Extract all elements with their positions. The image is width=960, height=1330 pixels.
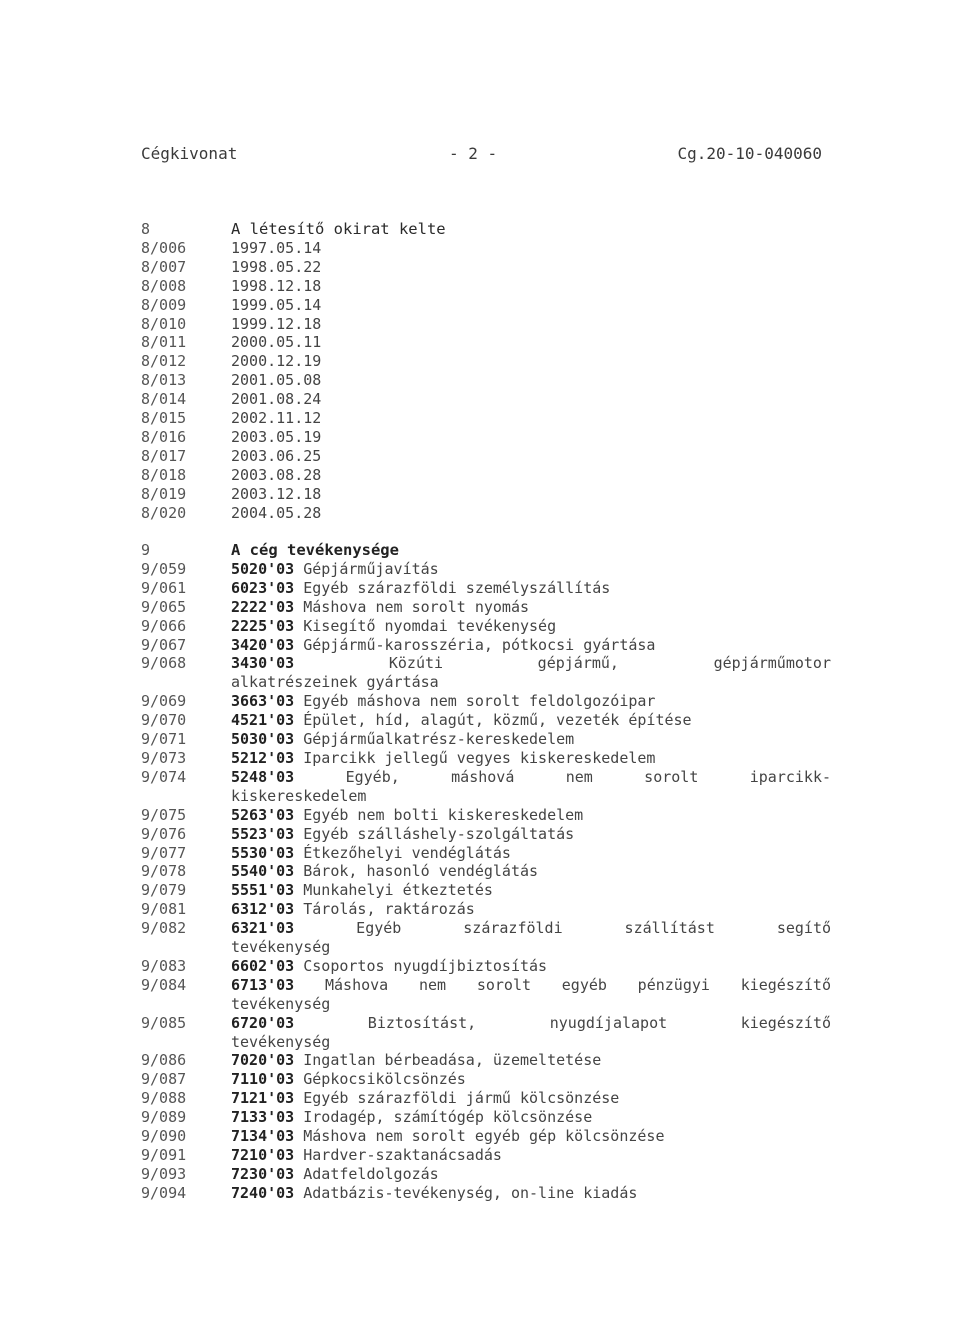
row-id: 9/081 bbox=[141, 900, 187, 919]
activity-entry bbox=[231, 1014, 831, 1033]
activity-code: 6602'03 bbox=[231, 956, 295, 975]
activity-description: Egyéb máshova nem sorolt feldolgozóipar bbox=[303, 692, 656, 711]
row-id: 8/011 bbox=[141, 333, 187, 352]
activity-row bbox=[141, 1089, 831, 1108]
row-id: 9/067 bbox=[141, 635, 187, 654]
activity-code: 5248'03 bbox=[231, 767, 295, 786]
activity-description-continued: tevékenység bbox=[231, 1032, 331, 1051]
activity-description: Kisegítő nyomdai tevékenység bbox=[303, 616, 557, 635]
activity-row bbox=[141, 654, 831, 673]
section-number: 9 bbox=[141, 541, 151, 559]
activity-description: Iparcikk jellegű vegyes kiskereskedelem bbox=[303, 748, 656, 767]
activity-row bbox=[141, 1108, 831, 1127]
row-id: 9/076 bbox=[141, 824, 187, 843]
activity-description: Gépkocsikölcsönzés bbox=[303, 1070, 466, 1089]
row-id: 9/078 bbox=[141, 862, 187, 881]
activity-entry bbox=[231, 1089, 831, 1108]
date-row bbox=[141, 277, 831, 296]
row-id: 9/094 bbox=[141, 1183, 187, 1202]
activity-entry bbox=[231, 844, 831, 863]
activity-entry bbox=[231, 1165, 831, 1184]
activity-row bbox=[141, 825, 831, 844]
activity-code: 7134'03 bbox=[231, 1127, 295, 1146]
activity-code: 2225'03 bbox=[231, 616, 295, 635]
row-id: 9/073 bbox=[141, 748, 187, 767]
activity-code: 7240'03 bbox=[231, 1183, 295, 1202]
section-title: A létesítő okirat kelte bbox=[231, 220, 446, 238]
date-value: 2002.11.12 bbox=[231, 409, 322, 428]
activity-code: 5020'03 bbox=[231, 559, 295, 578]
row-id: 8/008 bbox=[141, 276, 187, 295]
date-value: 2000.05.11 bbox=[231, 333, 322, 352]
activity-entry bbox=[231, 1070, 831, 1089]
row-id: 9/068 bbox=[141, 654, 187, 673]
row-id: 9/086 bbox=[141, 1051, 187, 1070]
activity-description: Egyéb szálláshely-szolgáltatás bbox=[303, 824, 575, 843]
date-value: 2001.05.08 bbox=[231, 371, 322, 390]
activity-description: Étkezőhelyi vendéglátás bbox=[303, 843, 511, 862]
header-title: Cégkivonat bbox=[141, 144, 238, 163]
activity-description: Tárolás, raktározás bbox=[303, 900, 475, 919]
row-id: 8/006 bbox=[141, 238, 187, 257]
page-number: - 2 - bbox=[449, 144, 498, 163]
date-value: 1999.05.14 bbox=[231, 295, 322, 314]
page-header bbox=[141, 144, 822, 168]
activity-code: 3420'03 bbox=[231, 635, 295, 654]
row-id: 9/079 bbox=[141, 881, 187, 900]
activity-code: 2222'03 bbox=[231, 597, 295, 616]
section-number: 8 bbox=[141, 220, 151, 238]
date-row bbox=[141, 447, 831, 466]
activity-entry bbox=[231, 806, 831, 825]
date-row bbox=[141, 315, 831, 334]
activity-code: 5263'03 bbox=[231, 805, 295, 824]
activity-row bbox=[141, 560, 831, 579]
activity-entry bbox=[231, 692, 831, 711]
date-value: 2003.06.25 bbox=[231, 446, 322, 465]
activity-code: 5530'03 bbox=[231, 843, 295, 862]
activity-code: 5030'03 bbox=[231, 730, 295, 749]
date-value: 2000.12.19 bbox=[231, 352, 322, 371]
activity-entry bbox=[231, 1108, 831, 1127]
activity-row bbox=[141, 957, 831, 976]
section-heading bbox=[141, 220, 831, 239]
row-id: 9/074 bbox=[141, 767, 187, 786]
date-value: 2003.08.28 bbox=[231, 465, 322, 484]
section-activities bbox=[141, 541, 831, 1203]
row-id: 9/091 bbox=[141, 1146, 187, 1164]
activity-row bbox=[141, 692, 831, 711]
row-id: 9/088 bbox=[141, 1089, 187, 1108]
activity-description: Egyéb nem bolti kiskereskedelem bbox=[303, 805, 584, 824]
activity-description: Irodagép, számítógép kölcsönzése bbox=[303, 1108, 593, 1127]
activity-entry bbox=[231, 919, 831, 938]
row-id: 9/093 bbox=[141, 1164, 187, 1183]
activity-description: Máshova nem sorolt nyomás bbox=[303, 597, 530, 616]
activity-code: 7230'03 bbox=[231, 1164, 295, 1183]
activity-row bbox=[141, 1165, 831, 1184]
section-title: A cég tevékenysége bbox=[231, 541, 399, 559]
activity-row bbox=[141, 636, 831, 655]
activity-description: Egyéb szárazföldi szállítást segítő bbox=[356, 919, 832, 938]
activity-description-continued: tevékenység bbox=[231, 938, 331, 957]
activity-description: Bárok, hasonló vendéglátás bbox=[303, 862, 539, 881]
activity-entry bbox=[231, 1184, 831, 1203]
activity-entry bbox=[231, 1146, 831, 1165]
activity-row bbox=[141, 768, 831, 787]
row-id: 8/017 bbox=[141, 446, 187, 465]
activity-entry bbox=[231, 976, 831, 995]
activity-code: 7020'03 bbox=[231, 1051, 295, 1070]
activity-description: Biztosítást, nyugdíjalapot kiegészítő bbox=[367, 1013, 832, 1032]
activity-entry bbox=[231, 862, 831, 881]
activity-description: Gépjármű-karosszéria, pótkocsi gyártása bbox=[303, 635, 656, 654]
row-id: 9/084 bbox=[141, 975, 187, 994]
date-row bbox=[141, 371, 831, 390]
date-value: 2001.08.24 bbox=[231, 390, 322, 409]
activity-row bbox=[141, 900, 831, 919]
activity-code: 5551'03 bbox=[231, 881, 295, 900]
activity-description: Ingatlan bérbeadása, üzemeltetése bbox=[303, 1051, 602, 1070]
row-id: 9/075 bbox=[141, 805, 187, 824]
section-founding-dates bbox=[141, 220, 831, 523]
row-id: 8/007 bbox=[141, 257, 187, 276]
activity-row bbox=[141, 711, 831, 730]
date-value: 1998.12.18 bbox=[231, 276, 322, 295]
activity-row bbox=[141, 1070, 831, 1089]
section-heading bbox=[141, 541, 831, 560]
row-id: 8/019 bbox=[141, 484, 187, 503]
row-id: 8/018 bbox=[141, 465, 187, 484]
activity-code: 5523'03 bbox=[231, 824, 295, 843]
row-id: 9/090 bbox=[141, 1127, 187, 1146]
activity-description-continued: alkatrészeinek gyártása bbox=[231, 673, 439, 692]
date-value: 1997.05.14 bbox=[231, 238, 322, 257]
activity-row bbox=[141, 730, 831, 749]
activity-description: Munkahelyi étkeztetés bbox=[303, 881, 493, 900]
activity-code: 5540'03 bbox=[231, 862, 295, 881]
row-id: 9/077 bbox=[141, 843, 187, 862]
row-id: 9/089 bbox=[141, 1108, 187, 1127]
activity-row bbox=[141, 806, 831, 825]
activity-row bbox=[141, 1184, 831, 1203]
activity-row bbox=[141, 1051, 831, 1070]
activity-description: Közúti gépjármű, gépjárműmotor bbox=[388, 654, 831, 673]
activity-code: 3663'03 bbox=[231, 692, 295, 711]
date-row bbox=[141, 390, 831, 409]
row-id: 9/065 bbox=[141, 597, 187, 616]
activity-entry bbox=[231, 825, 831, 844]
activity-description: Egyéb szárazföldi személyszállítás bbox=[303, 578, 611, 597]
date-value: 1999.12.18 bbox=[231, 314, 322, 333]
row-id: 8/009 bbox=[141, 295, 187, 314]
activity-entry bbox=[231, 730, 831, 749]
activity-entry bbox=[231, 768, 831, 787]
activity-entry bbox=[231, 617, 831, 636]
date-row bbox=[141, 428, 831, 447]
registry-number: Cg.20-10-040060 bbox=[677, 144, 822, 163]
date-row bbox=[141, 352, 831, 371]
activity-code: 7133'03 bbox=[231, 1108, 295, 1127]
activity-description: Épület, híd, alagút, közmű, vezeték építése bbox=[303, 711, 692, 730]
activity-description-continued: tevékenység bbox=[231, 994, 331, 1013]
date-row bbox=[141, 239, 831, 258]
activity-code: 6312'03 bbox=[231, 900, 295, 919]
activity-row bbox=[141, 919, 831, 938]
activity-description: Adatfeldolgozás bbox=[303, 1164, 439, 1183]
date-value: 1998.05.22 bbox=[231, 257, 322, 276]
activity-entry bbox=[231, 1127, 831, 1146]
date-value: 2004.05.28 bbox=[231, 503, 322, 522]
row-id: 8/013 bbox=[141, 371, 187, 390]
activity-code: 6713'03 bbox=[231, 975, 295, 994]
activity-row bbox=[141, 1146, 831, 1165]
activity-code: 6023'03 bbox=[231, 578, 295, 597]
activity-description: Egyéb szárazföldi jármű kölcsönzése bbox=[303, 1089, 620, 1108]
row-id: 9/085 bbox=[141, 1013, 187, 1032]
row-id: 9/070 bbox=[141, 711, 187, 730]
row-id: 9/071 bbox=[141, 730, 187, 749]
activity-row bbox=[141, 881, 831, 900]
date-row bbox=[141, 485, 831, 504]
activity-entry bbox=[231, 560, 831, 579]
activity-description: Gépjárműalkatrész-kereskedelem bbox=[303, 730, 575, 749]
row-id: 8/015 bbox=[141, 409, 187, 428]
activity-row bbox=[141, 862, 831, 881]
activity-entry bbox=[231, 654, 831, 673]
activity-row bbox=[141, 617, 831, 636]
activity-description: Csoportos nyugdíjbiztosítás bbox=[303, 956, 548, 975]
date-value: 2003.12.18 bbox=[231, 484, 322, 503]
activity-row bbox=[141, 844, 831, 863]
activity-code: 6720'03 bbox=[231, 1013, 295, 1032]
activity-code: 3430'03 bbox=[231, 654, 295, 673]
row-id: 8/014 bbox=[141, 390, 187, 409]
activity-entry bbox=[231, 1051, 831, 1070]
activity-entry bbox=[231, 900, 831, 919]
row-id: 9/061 bbox=[141, 578, 187, 597]
activity-entry bbox=[231, 881, 831, 900]
activity-entry bbox=[231, 598, 831, 617]
row-id: 9/083 bbox=[141, 956, 187, 975]
row-id: 9/087 bbox=[141, 1070, 187, 1089]
activity-entry bbox=[231, 579, 831, 598]
activity-row bbox=[141, 579, 831, 598]
date-row bbox=[141, 466, 831, 485]
activity-description: Hardver-szaktanácsadás bbox=[303, 1146, 502, 1164]
activity-code: 7210'03 bbox=[231, 1146, 295, 1164]
date-row bbox=[141, 333, 831, 352]
activity-description: Adatbázis-tevékenység, on-line kiadás bbox=[303, 1183, 638, 1202]
date-row bbox=[141, 258, 831, 277]
activity-entry bbox=[231, 636, 831, 655]
row-id: 9/059 bbox=[141, 559, 187, 578]
row-id: 9/082 bbox=[141, 919, 187, 938]
activity-code: 6321'03 bbox=[231, 919, 295, 938]
activity-description-continued: kiskereskedelem bbox=[231, 786, 367, 805]
activity-code: 4521'03 bbox=[231, 711, 295, 730]
activity-description: Máshova nem sorolt egyéb gép kölcsönzése bbox=[303, 1127, 665, 1146]
activity-row bbox=[141, 1127, 831, 1146]
activity-row bbox=[141, 976, 831, 995]
row-id: 9/066 bbox=[141, 616, 187, 635]
activity-entry bbox=[231, 711, 831, 730]
row-id: 8/012 bbox=[141, 352, 187, 371]
activity-description: Máshova nem sorolt egyéb pénzügyi kiegészítő bbox=[324, 975, 831, 994]
date-row bbox=[141, 504, 831, 523]
activity-entry bbox=[231, 749, 831, 768]
activity-description: Gépjárműjavítás bbox=[303, 559, 439, 578]
date-row bbox=[141, 296, 831, 315]
activity-entry bbox=[231, 957, 831, 976]
activity-row bbox=[141, 1014, 831, 1033]
activity-row bbox=[141, 749, 831, 768]
row-id: 8/020 bbox=[141, 503, 187, 522]
activity-row bbox=[141, 598, 831, 617]
activity-code: 5212'03 bbox=[231, 748, 295, 767]
row-id: 8/016 bbox=[141, 427, 187, 446]
date-value: 2003.05.19 bbox=[231, 427, 322, 446]
activity-code: 7110'03 bbox=[231, 1070, 295, 1089]
row-id: 8/010 bbox=[141, 314, 187, 333]
date-row bbox=[141, 409, 831, 428]
row-id: 9/069 bbox=[141, 692, 187, 711]
activity-description: Egyéb, máshová nem sorolt iparcikk- bbox=[345, 767, 832, 786]
activity-code: 7121'03 bbox=[231, 1089, 295, 1108]
